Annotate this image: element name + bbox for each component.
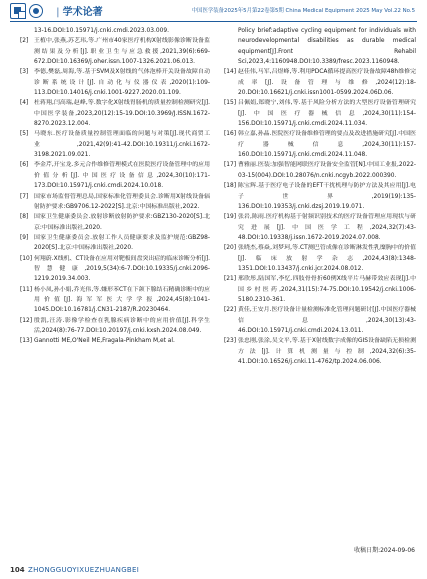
reference-number: [20] (224, 245, 237, 252)
reference-text: 李金芹,开宝龙.多元合作维修管理模式在医院医疗设备管理中的应用价值分析[J].中国医疗设备信息,2024,30(10):171-173.DOI:10.15971/j.cnki.cmdi.2024.10.018. (34, 162, 210, 190)
journal-citation-line: 中国医学装备2025年5月第22卷第5期 China Medical Equipment 2025 May Vol.22 No.5 (191, 8, 415, 14)
reference-item (20, 36, 210, 67)
reference-item (224, 160, 416, 181)
reference-number: [10] (20, 255, 33, 262)
reference-item (224, 212, 416, 243)
reference-number: [11] (20, 286, 33, 293)
section-label: | 学术论著 (56, 7, 103, 18)
reference-item (224, 181, 416, 212)
reference-item (224, 129, 416, 160)
reference-item (20, 129, 210, 160)
reference-item (20, 316, 210, 337)
reference-item (224, 243, 416, 274)
reference-number: [23] (224, 338, 237, 345)
reference-text: 张忠刚,张涂,吴文平,等.基于X射线数字成像的GIS设备缺陷无损检测方法[J].计算机测量与控制,2024,32(6):35-41.DOI:10.16526/j.cnki.11-4762/tp.2024.06.006. (238, 338, 416, 365)
reference-number: [13] (20, 338, 33, 345)
reference-text: 王植中,张燕,苏艺玮,等.广州市40家医疗机构X射线影像诊断设备监测结果及分析[J].职业卫生与应急救援,2021,39(6):669-672.DOI:10.16369/j.oher.issn.1007-1326.2021.06.013. (34, 38, 210, 66)
reference-number: [9] (20, 234, 29, 241)
reference-item (20, 212, 210, 233)
received-date: 收稿日期:2024-09-06 (354, 547, 415, 554)
reference-text: 邢欣彤,陆国军,李忆.四肢骨骨折60例X线平片马赫带效应表现[J].中国乡村医药,2024,31(15):74-75.DOI:10.19542/j.cnki.1006-5180.2310-361. (238, 276, 416, 303)
reference-continuation: 13-16.DOI:10.15971/j.cnki.cmdi.2023.03.009. (34, 28, 169, 34)
reference-number: [6] (20, 162, 29, 169)
reference-number: [14] (224, 69, 237, 76)
reference-text: 杜蒋翔,闫高瑞,赵峰,等.数字化X射线胃肠机的质量控制检测研究[J].中国医学装备,2023,20(12):15-19.DOI:10.3969/J.ISSN.1672-8270.2023.12.004. (34, 100, 210, 128)
footer-brand: ZHONGGUOYIXUEZHUANGBEI (28, 566, 140, 574)
reference-item (20, 98, 210, 129)
reference-number: [22] (224, 307, 237, 314)
reference-text: 杨小凤,孙小娟,乔光伟,等.嫌形苯CT在下颌下腺结石精确诊断中的应用价值[J].海军军医大学学报,2024,45(8):1041-1045.DOI:10.16781/j.CN31-2187/R.20230464. (34, 286, 210, 314)
reference-number: [19] (224, 214, 237, 221)
reference-text: 张岩,陈雨.医疗机构基于射频识别技术的医疗设备管理应用现状与研究进展[J].中国医学工程,2024,32(7):43-48.DOI:10.19338/j.issn.1672-2019.2024.07.008. (238, 214, 416, 241)
references-right-column (224, 26, 416, 367)
reference-item (224, 67, 416, 98)
reference-text: 韩立嘉,孙晶.医院医疗设备维修管理的要点及改进措施研究[J].中国医疗器械信息,2024,30(11):157-160.DOI:10.15971/j.cnki.cmdi.2024.11.048. (238, 131, 416, 159)
header-divider (10, 21, 417, 22)
journal-logo-box-icon (10, 3, 26, 19)
reference-continuation: Policy brief:adaptive cycling equipment for individuals with neurodevelopmental disabilities as durable medical equipment[J].Front Rehabil Sci,2023,4:1160948.DOI:10.3389/fresc.2023.1160948. (238, 28, 416, 66)
reference-text: 李德,樊磊,周海,等.基于SVM及X射线的气体泡棒开关设备故障自动诊断系统设计[J].自动化与仪器仪表,2020(1):109-113.DOI:10.14016/j.cnki.1001-9227.2020.01.109. (34, 69, 210, 97)
reference-text: 陈宝辉.基于医疗电子设备的EFT干扰机理与防护方法及其应用[J].电子世界,2019(19):135-136.DOI:10.19353/j.cnki.dzsj.2019.19.071. (238, 183, 416, 210)
reference-item (224, 305, 416, 336)
reference-number: [2] (20, 38, 29, 45)
reference-text: Gannotti ME,O'Neil ME,Fragala-Pinkham M,et al. (34, 338, 175, 345)
page-header (0, 0, 427, 22)
reference-text: 殷凯,汪涛.影像学检查在乳腺疾病诊断中的应用价值[J].科学生活,2024(8):76-77.DOI:10.20197/j.cnki.kxsh.2024.08.049. (34, 317, 210, 334)
page-footer (10, 566, 310, 576)
reference-text: 吕佩娟,郑晓宁,刘伟,等.基于风险分析方法的大型医疗设备管理研究[J].中国医疗器械信息,2024,30(11):154-156.DOI:10.15971/j.cnki.cmdi.2024.11.034. (238, 100, 416, 128)
journal-logo (10, 3, 54, 19)
reference-text: 何翔蔚.X线机、CT设备在应用对靶板间盘突出症的临床诊断分析[J].智慧健康,2019,5(34):6-7.DOI:10.19335/j.cnki.2096-1219.2019.34.003. (34, 255, 210, 283)
reference-number: [5] (20, 131, 29, 138)
reference-number: [16] (224, 131, 237, 138)
reference-item (224, 336, 416, 367)
reference-text: 国家市场监督管理总局,国家标准化管理委员会.诊断用X射线设备辐射防护要求:GB9706.12-2022[S].北京:中国标准出版社,2022. (34, 193, 210, 210)
reference-number: [8] (20, 214, 29, 221)
reference-item (20, 254, 210, 285)
reference-text: 张晓杰,蔡焱,刘梦珂,等.CT测巴管成像在诊断淋发性乳糜胸中的价值[J].临床放射学杂志,2024,43(8):1348-1351.DOI:10.13437/j.cnki.jcr.2024.08.012. (238, 245, 416, 272)
reference-number: [21] (224, 276, 237, 283)
reference-item (20, 192, 210, 213)
reference-number: [18] (224, 183, 237, 190)
reference-text: 国家卫生健康委员会.放射诊断放射防护要求:GBZ130-2020[S].北京:中国标准出版社,2020. (34, 214, 210, 231)
journal-logo-seal-icon (29, 4, 43, 18)
reference-number: [15] (224, 100, 237, 107)
page-number: 104 (10, 566, 25, 574)
reference-number: [4] (20, 100, 29, 107)
reference-number: [12] (20, 317, 33, 324)
reference-item (20, 67, 210, 98)
reference-number: [17] (224, 162, 237, 169)
reference-text: 国家卫生健康委员会.放射工作人员健康要求及监护规范:GBZ98-2020[S].北京:中国标准出版社,2020. (34, 234, 210, 252)
reference-item (20, 160, 210, 191)
references-left-column (20, 26, 210, 347)
reference-item (20, 233, 210, 254)
reference-item (20, 336, 210, 346)
reference-text: 马晓东.医疗设备质量控制管理面临的问题与对策[J].现代商贸工业,2021,42(9):41-42.DOI:10.19311/j.cnki.1672-3198.2021.09.021. (34, 131, 210, 159)
reference-item (224, 98, 416, 129)
reference-number: [7] (20, 193, 29, 200)
reference-item (224, 274, 416, 305)
reference-text: 曹雅丽.医装:加强智能网联医疗设备安全监管[N].中国工业报,2022-03-15(004).DOI:10.28076/n.cnki.ncgyb.2022.000390. (238, 162, 416, 179)
section-label-text: 学术论著 (62, 7, 103, 18)
reference-text: 黄佳,王安月.医疗设备计量检测标准化管理问题研讨[J].中国医疗器械信息,2024,30(13):43-46.DOI:10.15971/j.cnki.cmdi.2024.13.011. (238, 307, 416, 334)
reference-text: 赵佳伟,马军,吕煜峰,等.利用PDCA循环提高医疗设备故障48h维修完成率[J].设备管理与维修,2024(12):18-20.DOI:10.16621/j.cnki.issn1001-0599.2024.06D.06. (238, 69, 416, 97)
reference-number: [3] (20, 69, 29, 76)
reference-item (20, 285, 210, 316)
